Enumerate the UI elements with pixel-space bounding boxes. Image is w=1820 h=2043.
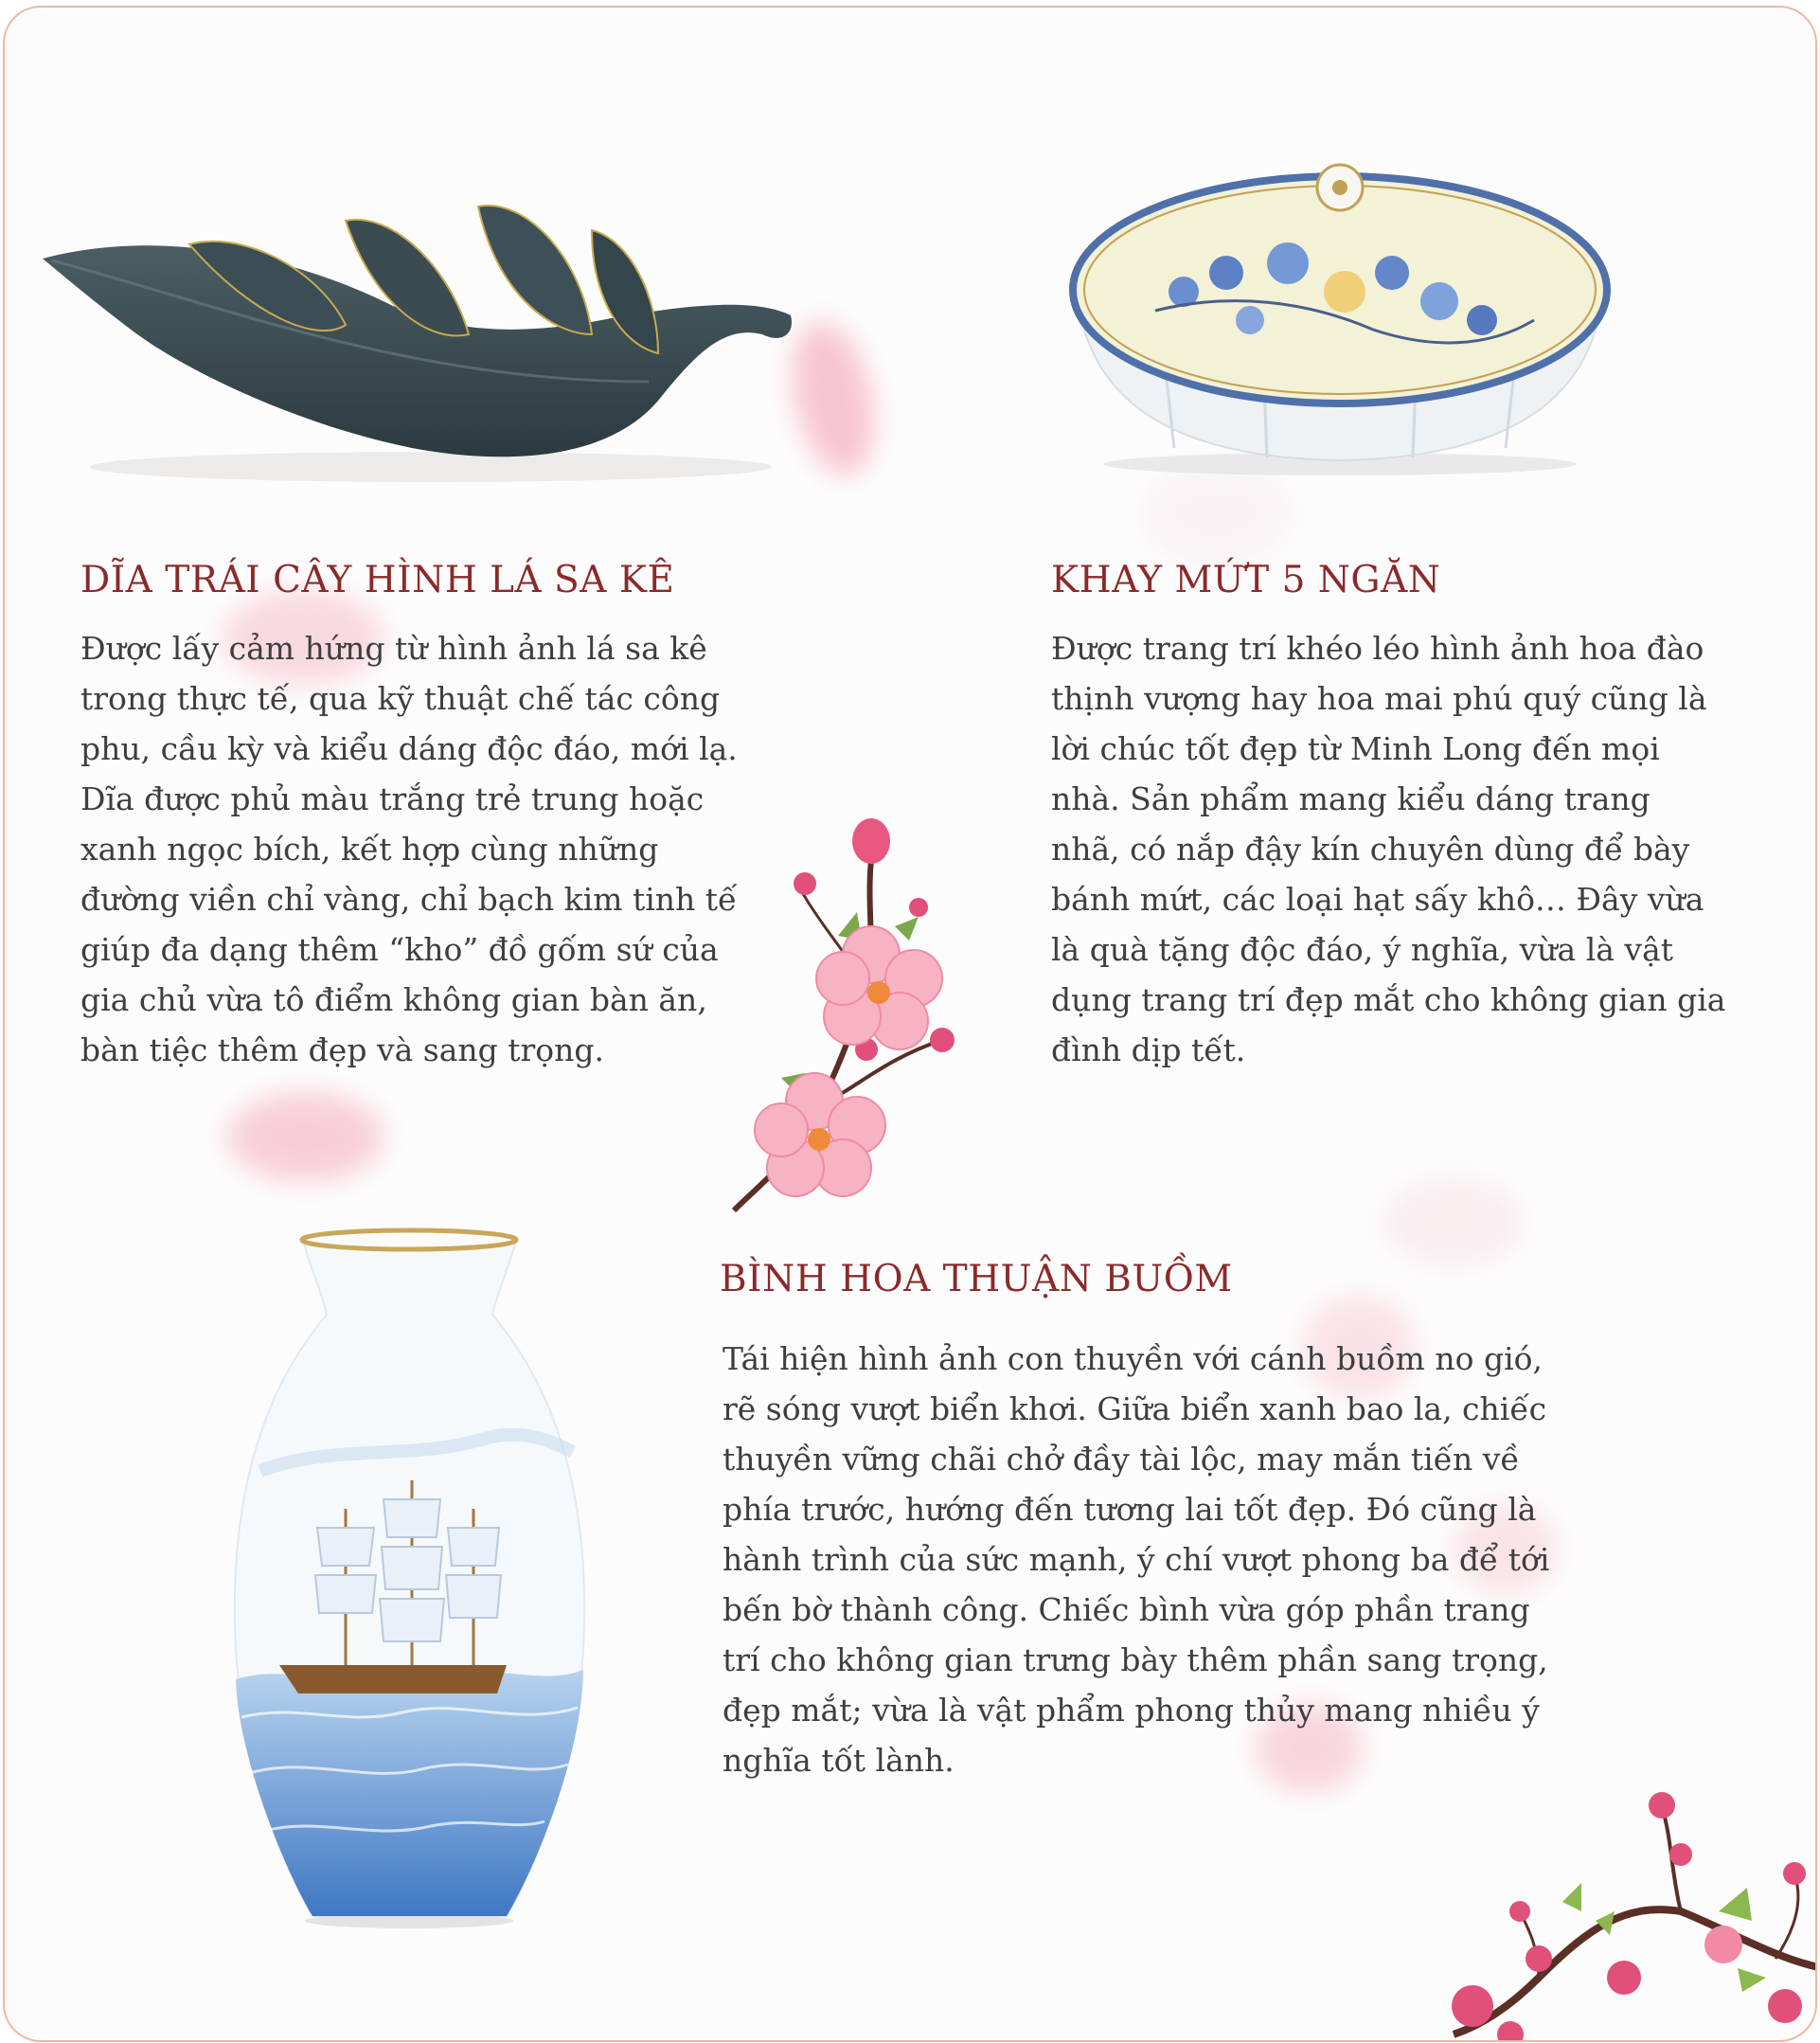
petal-decor (1383, 1177, 1525, 1267)
description-line: giúp đa dạng thêm “kho” đồ gốm sứ của (80, 931, 719, 968)
description-line: lời chúc tốt đẹp từ Minh Long đến mọi (1051, 730, 1660, 767)
description-line: trong thực tế, qua kỹ thuật chế tác công (80, 680, 721, 717)
description-line: Được lấy cảm hứng từ hình ảnh lá sa kê (80, 630, 707, 667)
description-line: thuyền vững chãi chở đầy tài lộc, may mắn tiến về (723, 1441, 1520, 1478)
candy-box-image (1061, 159, 1619, 476)
petal-decor (1141, 462, 1293, 566)
description-line: là quà tặng độc đáo, ý nghĩa, vừa là vật (1051, 931, 1674, 968)
description-line: rẽ sóng vượt biển khơi. Giữa biển xanh bao la, chiếc (723, 1390, 1547, 1427)
description-line: trí cho không gian trưng bày thêm phần sang trọng, (723, 1641, 1548, 1678)
description-line: đẹp mắt; vừa là vật phẩm phong thủy mang nhiều ý (723, 1692, 1540, 1729)
description-line: Tái hiện hình ảnh con thuyền với cánh buồm no gió, (723, 1340, 1543, 1377)
description-line: thịnh vượng hay hoa mai phú quý cũng là (1051, 680, 1707, 717)
description-line: hành trình của sức mạnh, ý chí vượt phong ba để tới (723, 1541, 1550, 1578)
product-title-vase: BÌNH HOA THUẬN BUỒM (720, 1258, 1233, 1300)
blossom-branch-center (724, 803, 971, 1220)
description-line: đường viền chỉ vàng, chỉ bạch kim tinh tế (80, 881, 738, 918)
description-line: xanh ngọc bích, kết hợp cùng những (80, 831, 659, 868)
blossom-branch-corner (1397, 1788, 1817, 2042)
page-frame (3, 6, 1817, 2042)
description-line: phu, cầu kỳ và kiểu dáng độc đáo, mới lạ. (80, 730, 738, 767)
product-title-leaf-dish: DĨA TRÁI CÂY HÌNH LÁ SA KÊ (80, 559, 675, 601)
petal-decor (227, 1092, 384, 1182)
description-line: dụng trang trí đẹp mắt cho không gian gia (1051, 981, 1726, 1018)
product-title-candy-box: KHAY MỨT 5 NGĂN (1051, 559, 1441, 601)
description-line: nhã, có nắp đậy kín chuyên dùng để bày (1051, 831, 1690, 868)
vase-image (223, 1225, 597, 1926)
product-description-candy-box (1051, 623, 1725, 1075)
description-line: nhà. Sản phẩm mang kiểu dáng trang (1051, 780, 1650, 817)
description-line: đình dịp tết. (1051, 1031, 1246, 1068)
description-line: Được trang trí khéo léo hình ảnh hoa đào (1051, 630, 1704, 667)
description-line: phía trước, hướng đến tương lai tốt đẹp. Đó cũng là (723, 1491, 1537, 1528)
description-line: bánh mứt, các loại hạt sấy khô… Đây vừa (1051, 881, 1704, 918)
description-line: nghĩa tốt lành. (723, 1742, 955, 1779)
description-line: bàn tiệc thêm đẹp và sang trọng. (80, 1031, 605, 1068)
description-line: Dĩa được phủ màu trắng trẻ trung hoặc (80, 780, 705, 817)
description-line: bến bờ thành công. Chiếc bình vừa góp phần trang (723, 1591, 1530, 1628)
description-line: gia chủ vừa tô điểm không gian bàn ăn, (80, 981, 707, 1018)
leaf-dish-image (33, 192, 829, 486)
product-description-vase (723, 1334, 1549, 1785)
product-description-leaf-dish (80, 623, 738, 1075)
